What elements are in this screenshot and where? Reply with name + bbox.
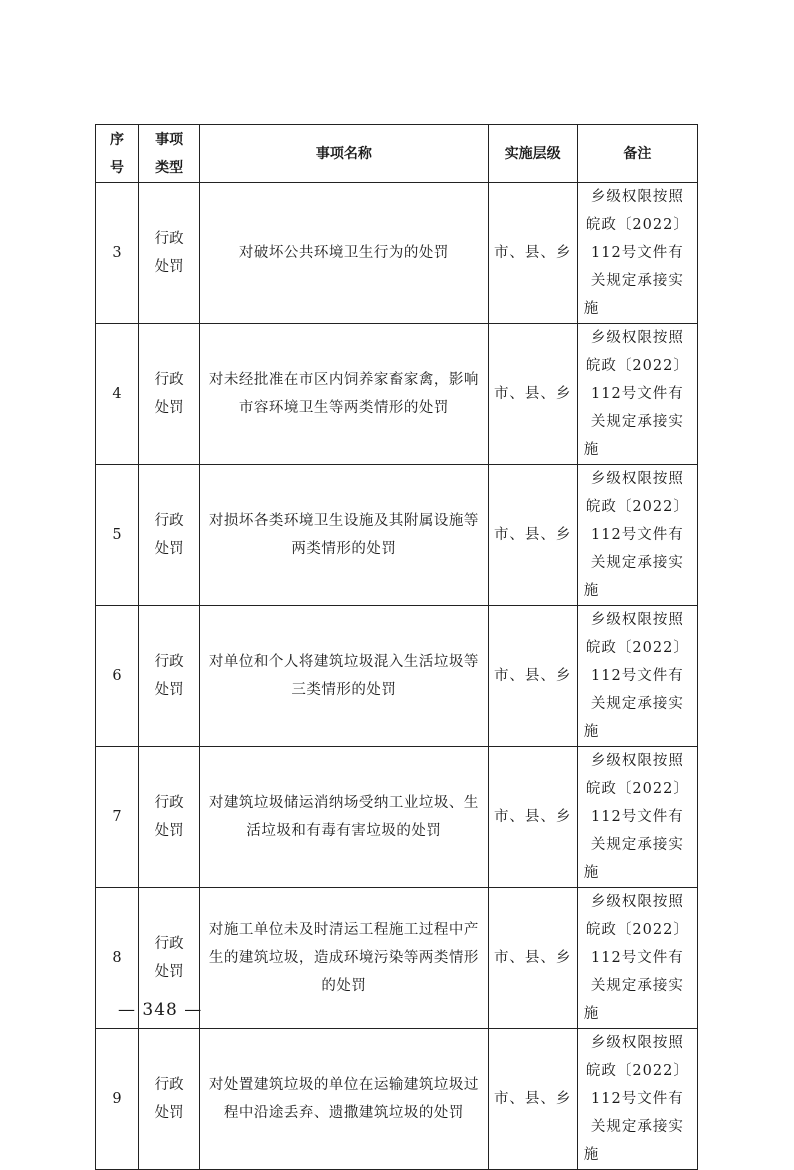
row-type: 行政处罚 xyxy=(139,747,200,888)
table-row xyxy=(96,1029,698,1170)
page-number: — 348 — xyxy=(118,1000,203,1020)
row-level: 市、县、乡 xyxy=(488,1029,577,1170)
row-note: 乡级权限按照皖政〔2022〕112号文件有关规定承接实施 xyxy=(577,747,697,888)
row-name: 对破坏公共环境卫生行为的处罚 xyxy=(200,183,488,324)
row-type: 行政处罚 xyxy=(139,465,200,606)
table-row xyxy=(96,183,698,324)
row-type: 行政处罚 xyxy=(139,1029,200,1170)
header-level: 实施层级 xyxy=(488,125,577,183)
row-name: 对未经批准在市区内饲养家畜家禽，影响市容环境卫生等两类情形的处罚 xyxy=(200,324,488,465)
header-name: 事项名称 xyxy=(200,125,488,183)
row-num: 8 xyxy=(96,888,139,1029)
table-row xyxy=(96,606,698,747)
header-num: 序号 xyxy=(96,125,139,183)
row-name: 对施工单位未及时清运工程施工过程中产生的建筑垃圾，造成环境污染等两类情形的处罚 xyxy=(200,888,488,1029)
row-type: 行政处罚 xyxy=(139,324,200,465)
row-name: 对单位和个人将建筑垃圾混入生活垃圾等三类情形的处罚 xyxy=(200,606,488,747)
row-level: 市、县、乡 xyxy=(488,324,577,465)
table-header-row xyxy=(96,125,698,183)
row-type: 行政处罚 xyxy=(139,606,200,747)
row-num: 3 xyxy=(96,183,139,324)
row-level: 市、县、乡 xyxy=(488,606,577,747)
row-note: 乡级权限按照皖政〔2022〕112号文件有关规定承接实施 xyxy=(577,324,697,465)
row-num: 4 xyxy=(96,324,139,465)
row-type: 行政处罚 xyxy=(139,888,200,1029)
row-num: 5 xyxy=(96,465,139,606)
row-name: 对损坏各类环境卫生设施及其附属设施等两类情形的处罚 xyxy=(200,465,488,606)
row-num: 9 xyxy=(96,1029,139,1170)
header-note: 备注 xyxy=(577,125,697,183)
row-level: 市、县、乡 xyxy=(488,888,577,1029)
row-note: 乡级权限按照皖政〔2022〕112号文件有关规定承接实施 xyxy=(577,1029,697,1170)
row-level: 市、县、乡 xyxy=(488,465,577,606)
row-num: 7 xyxy=(96,747,139,888)
row-level: 市、县、乡 xyxy=(488,747,577,888)
row-note: 乡级权限按照皖政〔2022〕112号文件有关规定承接实施 xyxy=(577,183,697,324)
row-name: 对处置建筑垃圾的单位在运输建筑垃圾过程中沿途丢弃、遗撒建筑垃圾的处罚 xyxy=(200,1029,488,1170)
table-row xyxy=(96,747,698,888)
row-level: 市、县、乡 xyxy=(488,183,577,324)
row-type: 行政处罚 xyxy=(139,183,200,324)
row-name: 对建筑垃圾储运消纳场受纳工业垃圾、生活垃圾和有毒有害垃圾的处罚 xyxy=(200,747,488,888)
row-num: 6 xyxy=(96,606,139,747)
table-row xyxy=(96,465,698,606)
row-note: 乡级权限按照皖政〔2022〕112号文件有关规定承接实施 xyxy=(577,888,697,1029)
row-note: 乡级权限按照皖政〔2022〕112号文件有关规定承接实施 xyxy=(577,465,697,606)
table-row xyxy=(96,324,698,465)
row-note: 乡级权限按照皖政〔2022〕112号文件有关规定承接实施 xyxy=(577,606,697,747)
header-type: 事项类型 xyxy=(139,125,200,183)
